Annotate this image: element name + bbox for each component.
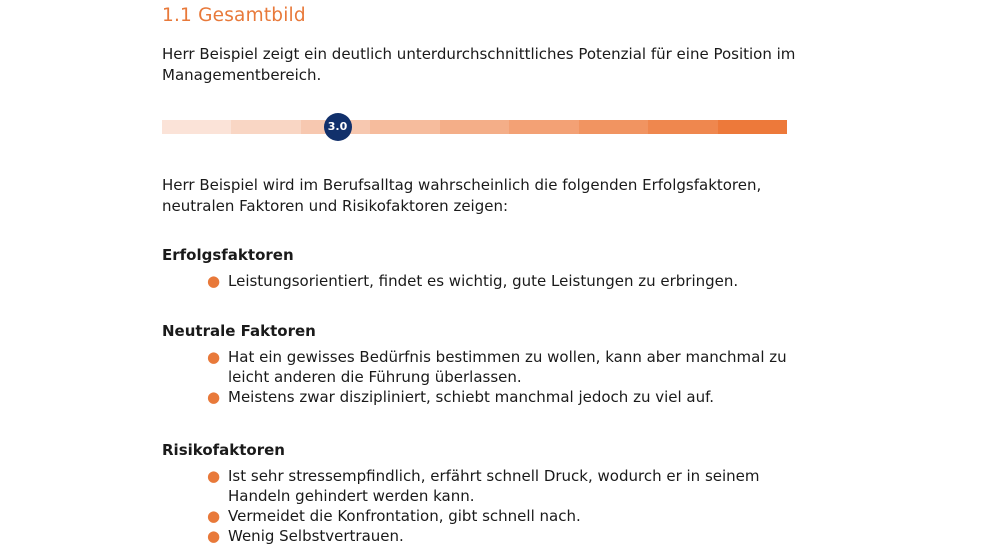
list-item — [207, 271, 738, 291]
scale-segment — [162, 120, 232, 134]
list-item — [207, 506, 760, 526]
neutral-factors-list — [207, 347, 787, 407]
bullet-icon: ● — [207, 272, 221, 290]
bullet-icon: ● — [207, 527, 221, 545]
summary-text: Herr Beispiel zeigt ein deutlich unterdurchschnittliches Potenzial für eine Position im Managementbereich. — [162, 45, 796, 84]
risk-factors-heading: Risikofaktoren — [162, 441, 285, 459]
list-item — [207, 466, 760, 506]
list-item-text: Wenig Selbstvertrauen. — [228, 527, 404, 545]
scale-segment — [440, 120, 510, 134]
success-factors-heading: Erfolgsfaktoren — [162, 246, 294, 264]
list-item — [207, 347, 787, 387]
list-item — [207, 526, 760, 546]
list-item — [207, 387, 787, 407]
bullet-icon: ● — [207, 507, 221, 525]
scale-segment — [231, 120, 301, 134]
scale-segment — [718, 120, 788, 134]
list-item-text: Meistens zwar diszipliniert, schiebt manchmal jedoch zu viel auf. — [228, 388, 715, 406]
section-title: 1.1 Gesamtbild — [162, 5, 306, 26]
list-item-text: Hat ein gewisses Bedürfnis bestimmen zu wollen, kann aber manchmal zu leicht anderen die Führung überlassen. — [228, 348, 787, 386]
scale-segment — [579, 120, 649, 134]
list-item-text: Leistungsorientiert, findet es wichtig, gute Leistungen zu erbringen. — [228, 272, 739, 290]
scale-segment — [509, 120, 579, 134]
bullet-icon: ● — [207, 348, 221, 366]
scale-segment — [370, 120, 440, 134]
scale-segment — [648, 120, 718, 134]
success-factors-list — [207, 271, 738, 291]
neutral-factors-heading: Neutrale Faktoren — [162, 322, 316, 340]
score-marker: 3.0 — [324, 113, 352, 141]
bullet-icon: ● — [207, 388, 221, 406]
potential-scale-bar — [162, 120, 787, 134]
factors-intro-text: Herr Beispiel wird im Berufsalltag wahrscheinlich die folgenden Erfolgsfaktoren, neutralen Faktoren und Risikofaktoren zeigen: — [162, 176, 762, 215]
bullet-icon: ● — [207, 467, 221, 485]
list-item-text: Vermeidet die Konfrontation, gibt schnell nach. — [228, 507, 581, 525]
list-item-text: Ist sehr stressempfindlich, erfährt schnell Druck, wodurch er in seinem Handeln gehindert werden kann. — [228, 467, 760, 505]
risk-factors-list — [207, 466, 760, 546]
